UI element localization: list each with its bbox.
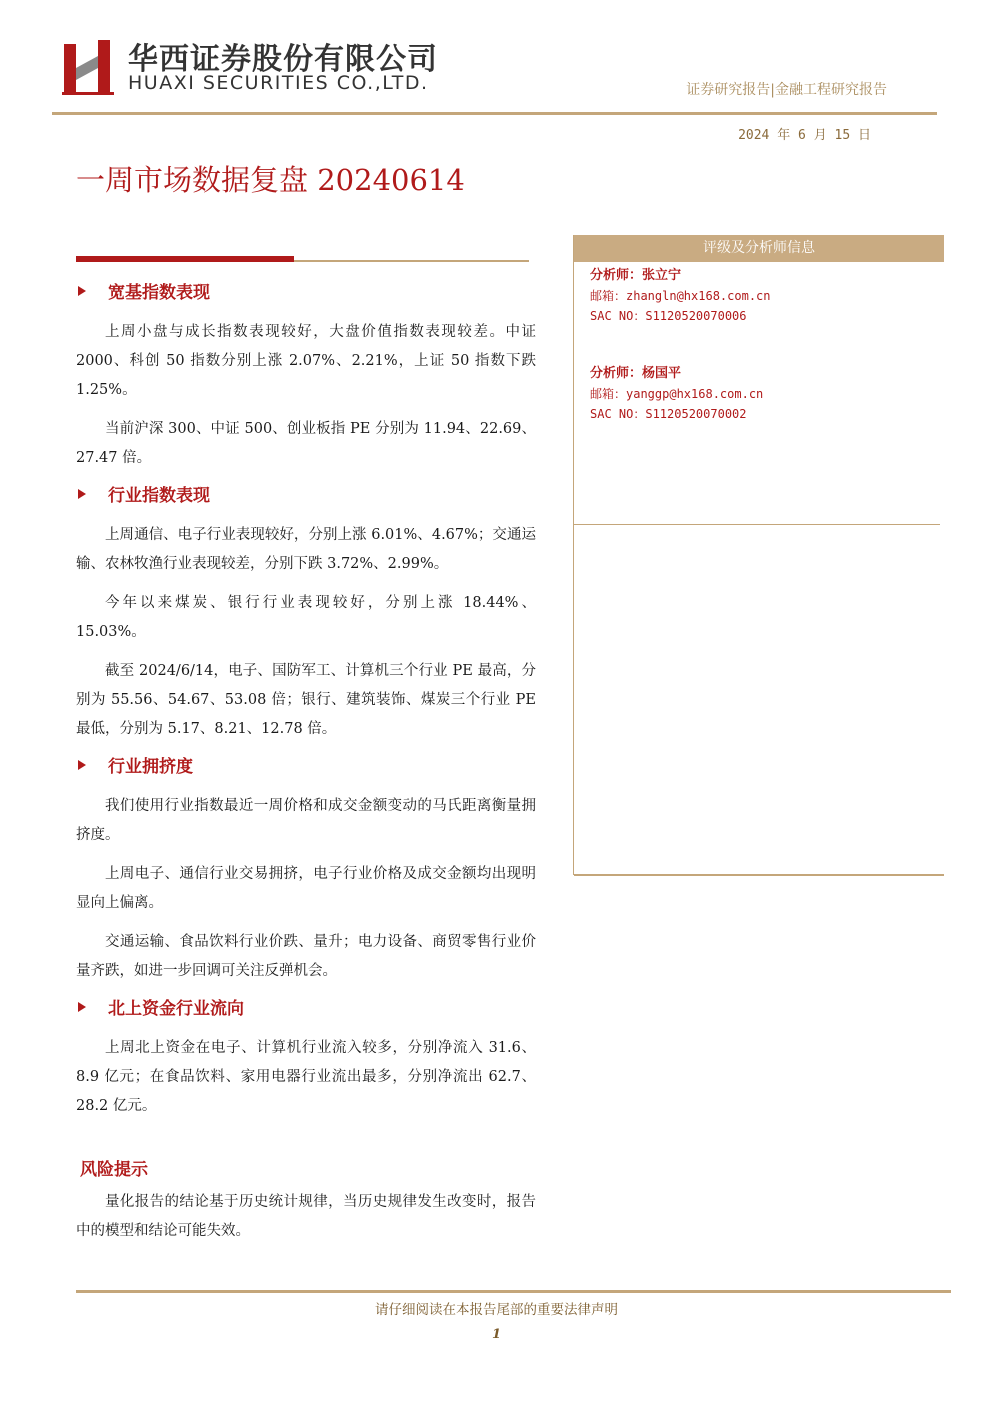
summary-rule-gold	[294, 260, 529, 262]
section-title: 北上资金行业流向	[108, 999, 244, 1019]
paragraph: 截至 2024/6/14，电子、国防军工、计算机三个行业 PE 最高，分别为 55.56、54.67、53.08 倍；银行、建筑装饰、煤炭三个行业 PE 最低，分别为 5.17、8.21、12.78 倍。	[76, 663, 536, 737]
risk-text: 量化报告的结论基于历史统计规律，当历史规律发生改变时，报告中的模型和结论可能失效。	[76, 1194, 536, 1239]
paragraph: 我们使用行业指数最近一周价格和成交金额变动的马氏距离衡量拥挤度。	[76, 798, 536, 843]
triangle-bullet-icon	[78, 489, 86, 499]
footer-divider	[76, 1290, 951, 1293]
section-title: 行业拥挤度	[108, 757, 193, 777]
analyst-card	[590, 266, 930, 326]
analyst-name: 分析师：张立宁	[590, 268, 682, 283]
section-heading	[76, 280, 536, 306]
page-number: 1	[491, 1327, 502, 1342]
section-heading	[76, 996, 536, 1022]
analyst-email[interactable]: 邮箱：yanggp@hx168.com.cn	[590, 387, 764, 401]
sidebar-heading: 评级及分析师信息	[574, 235, 944, 262]
analyst-email[interactable]: 邮箱：zhangln@hx168.com.cn	[590, 289, 771, 303]
paragraph: 上周电子、通信行业交易拥挤，电子行业价格及成交金额均出现明显向上偏离。	[76, 866, 536, 911]
paragraph: 上周通信、电子行业表现较好，分别上涨 6.01%、4.67%；交通运输、农林牧渔行业表现较差，分别下跌 3.72%、2.99%。	[76, 527, 536, 572]
section-heading	[76, 754, 536, 780]
report-title: 一周市场数据复盘 20240614	[76, 163, 465, 197]
sidebar-border	[573, 235, 574, 875]
analyst-sac: SAC NO：S1120520070006	[590, 309, 747, 323]
paragraph: 上周小盘与成长指数表现较好，大盘价值指数表现较差。中证 2000、科创 50 指数分别上涨 2.07%、2.21%，上证 50 指数下跌 1.25%。	[76, 324, 536, 398]
sidebar-bottom-rule	[574, 874, 944, 876]
company-name-cn: 华西证券股份有限公司	[128, 42, 438, 77]
paragraph: 今年以来煤炭、银行行业表现较好，分别上涨 18.44%、15.03%。	[76, 595, 536, 640]
section-heading	[76, 483, 536, 509]
risk-title: 风险提示	[80, 1160, 148, 1180]
report-date: 2024 年 6 月 15 日	[738, 128, 871, 143]
sidebar-divider	[574, 524, 940, 525]
paragraph: 交通运输、食品饮料行业价跌、量升；电力设备、商贸零售行业价量齐跌，如进一步回调可关注反弹机会。	[76, 934, 536, 979]
summary-rule-red	[76, 256, 294, 262]
analyst-sac: SAC NO：S1120520070002	[590, 407, 747, 421]
section-title: 行业指数表现	[108, 486, 210, 506]
report-category: 证券研究报告|金融工程研究报告	[686, 82, 887, 98]
summary-column	[76, 272, 536, 1256]
analyst-card	[590, 364, 930, 424]
section-title: 宽基指数表现	[108, 283, 210, 303]
paragraph: 当前沪深 300、中证 500、创业板指 PE 分别为 11.94、22.69、27.47 倍。	[76, 421, 536, 466]
triangle-bullet-icon	[78, 286, 86, 296]
company-name-en: HUAXI SECURITIES CO.,LTD.	[128, 72, 429, 94]
header-divider	[52, 112, 937, 115]
triangle-bullet-icon	[78, 1002, 86, 1012]
triangle-bullet-icon	[78, 760, 86, 770]
legal-notice: 请仔细阅读在本报告尾部的重要法律声明	[375, 1302, 618, 1318]
analyst-name: 分析师：杨国平	[590, 366, 682, 381]
huaxi-logo-icon	[62, 38, 114, 96]
paragraph: 上周北上资金在电子、计算机行业流入较多，分别净流入 31.6、8.9 亿元；在食品饮料、家用电器行业流出最多，分别净流出 62.7、28.2 亿元。	[76, 1040, 536, 1114]
